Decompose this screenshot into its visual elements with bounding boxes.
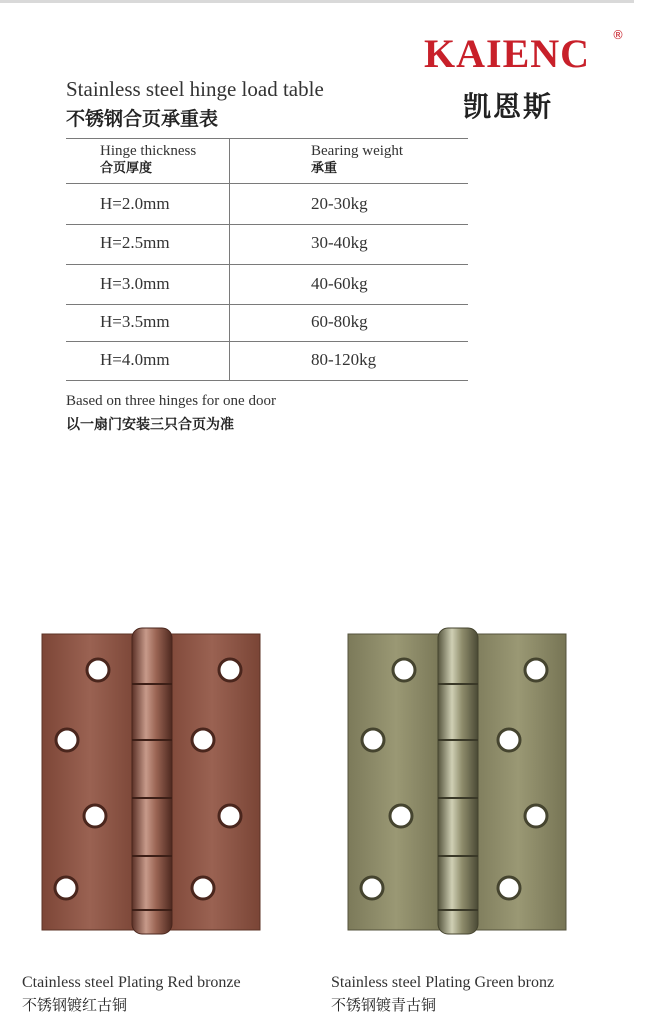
caption-green-bronze: Stainless steel Plating Green bronz (331, 974, 555, 991)
row-weight: 60-80kg (311, 312, 368, 331)
header-weight (311, 142, 403, 178)
table-rule (66, 380, 468, 381)
brand-logo (424, 28, 624, 76)
red-bronze-hinge-image (40, 620, 262, 942)
caption-red-bronze-chinese: 不锈钢镀红古铜 (22, 996, 128, 1014)
header-weight-cn: 承重 (311, 161, 338, 176)
table-rule (66, 341, 468, 342)
page-title: Stainless steel hinge load table (66, 77, 324, 101)
row-weight: 40-60kg (311, 274, 368, 293)
page-title-chinese: 不锈钢合页承重表 (66, 108, 219, 130)
row-weight: 80-120kg (311, 350, 377, 369)
table-rule (66, 224, 468, 225)
header-thickness (100, 142, 196, 178)
brand-name: KAIENC (424, 31, 591, 76)
row-thickness: H=3.5mm (100, 312, 170, 331)
green-bronze-hinge-image (346, 620, 568, 942)
row-weight: 30-40kg (311, 233, 368, 252)
registered-mark: ® (612, 28, 624, 42)
header-weight-en: Bearing weight (311, 143, 404, 159)
table-rule (66, 264, 468, 265)
row-thickness: H=3.0mm (100, 274, 170, 293)
caption-red-bronze: Ctainless steel Plating Red bronze (22, 974, 241, 991)
top-divider (0, 0, 634, 3)
brand-chinese-name: 凯恩斯 (463, 90, 554, 123)
table-rule (66, 138, 468, 139)
table-rule (66, 183, 468, 184)
header-thickness-en: Hinge thickness (100, 143, 197, 159)
note-chinese: 以一扇门安装三只合页为准 (66, 417, 234, 433)
hinge-knuckle (132, 628, 172, 934)
row-thickness: H=2.0mm (100, 194, 170, 213)
table-rule (66, 304, 468, 305)
row-thickness: H=4.0mm (100, 350, 170, 369)
table-column-divider (229, 138, 230, 380)
row-thickness: H=2.5mm (100, 233, 170, 252)
note-english: Based on three hinges for one door (66, 393, 276, 409)
header-thickness-cn: 合页厚度 (100, 161, 153, 176)
hinge-knuckle (438, 628, 478, 934)
caption-green-bronze-chinese: 不锈钢镀青古铜 (331, 996, 437, 1014)
row-weight: 20-30kg (311, 194, 368, 213)
